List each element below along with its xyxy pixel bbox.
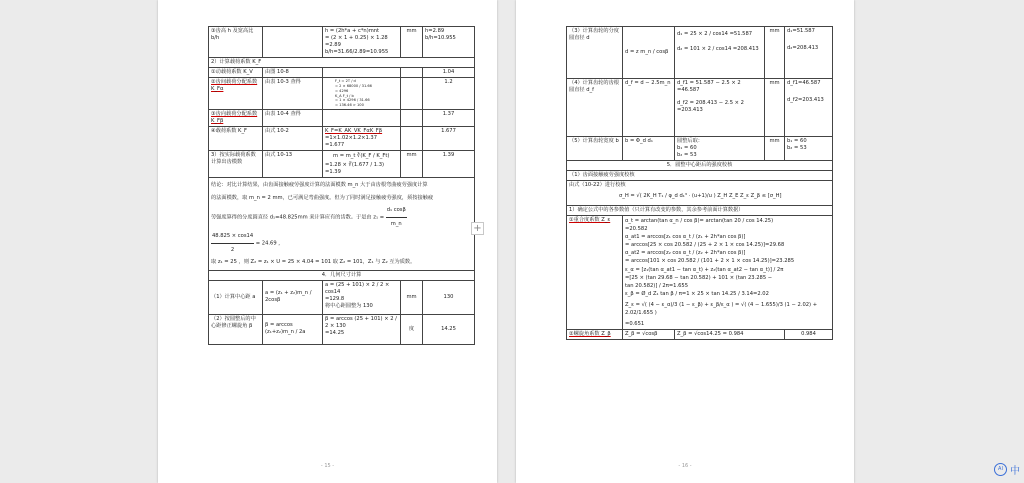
document-page-15 bbox=[158, 0, 497, 483]
calc-line: α_at1 = arccos[z₁ cos α_t / (z₁ + 2h*an cos β)] bbox=[625, 234, 746, 241]
calc-line: Z_ε = √( (4 − ε_α)/3 (1 − ε_β) + ε_β/ε_α ) = √( (4 − 1.655)/3 (1 − 2.02) + 2.02/1.655 ) bbox=[625, 301, 818, 316]
formula-line: = (2 × 1 + 0.25) × 1.28 bbox=[325, 35, 388, 42]
calc-line: =1.677 bbox=[325, 142, 345, 149]
cell-unit: mm bbox=[765, 137, 785, 161]
result-line: b/h=10.955 bbox=[425, 35, 456, 42]
section-heading: 4．几何尺寸计算 bbox=[209, 270, 475, 280]
ai-assistant-icon[interactable]: AI bbox=[994, 463, 1007, 476]
language-toggle[interactable]: 中 bbox=[1010, 466, 1020, 477]
calc-line: =20.582 bbox=[625, 226, 648, 233]
numerator: 48.825 × cos14 bbox=[211, 230, 254, 243]
result-line: b₂ = 53 bbox=[787, 145, 807, 152]
cell-formula bbox=[323, 27, 401, 58]
denominator: m_n bbox=[390, 220, 402, 227]
calc-line: 圆整后取： bbox=[677, 138, 703, 144]
calc-line: d_f1 = 51.587 − 2.5 × 2 bbox=[677, 80, 741, 86]
label-text: ①重合度系数 Z_ε bbox=[569, 217, 611, 224]
cell-label: ①动载荷系数 K_V bbox=[209, 68, 263, 78]
calc-line: a = (25 + 101) × 2 / 2 × cos14 bbox=[325, 281, 390, 295]
cell-unit: mm bbox=[401, 151, 423, 178]
table-row bbox=[209, 68, 475, 78]
table-row bbox=[209, 178, 475, 270]
cell-result bbox=[785, 137, 833, 161]
result-line: h=2.89 bbox=[425, 28, 445, 34]
table-row bbox=[209, 280, 475, 314]
cell-calc bbox=[623, 216, 833, 330]
calc-line: K_A F_t / b bbox=[335, 93, 354, 98]
cell-label: ③齿高 h 及宽高比 b/h bbox=[209, 27, 263, 58]
page-number: - 16 - bbox=[678, 463, 692, 469]
page-content bbox=[566, 26, 832, 340]
note-text: 劳强度算得的分度圆直径 d₁=48.825mm 来计算应有的齿数。于是由 z₁ = bbox=[211, 214, 385, 221]
formula-line: h = (2h*a + c*n)mnt bbox=[325, 28, 380, 34]
calc-line: = arccos[25 × cos 20.582 / (25 + 2 × 1 × cos 14.25)]=29.68 bbox=[625, 242, 785, 249]
cell-label: （5）计算齿轮宽度 b bbox=[567, 137, 623, 161]
table-row bbox=[567, 329, 833, 339]
add-page-button[interactable]: + bbox=[471, 222, 484, 235]
cell-value: 1.37 bbox=[423, 110, 475, 127]
table-row bbox=[209, 151, 475, 178]
cell-unit: mm bbox=[765, 79, 785, 137]
page-number: - 15 - bbox=[320, 463, 335, 469]
calc-line: 将中心距圆整为 130 bbox=[325, 302, 373, 309]
cell-source: 由式 10-2 bbox=[263, 127, 323, 151]
fraction bbox=[211, 230, 254, 256]
calc-line: d₂ = 101 × 2 / cos14 =208.413 bbox=[677, 46, 759, 53]
calc-line: tan 20.582)] / 2π=1.655 bbox=[625, 282, 689, 289]
section-heading: 5．圆整中心距后的强度校核 bbox=[567, 161, 833, 171]
cell-calc: Z_β = √cos14.25 = 0.984 bbox=[675, 329, 785, 339]
result-line: d_f1=46.587 bbox=[787, 80, 821, 86]
section-heading: 2）计算载荷系数 K_F bbox=[209, 58, 475, 68]
calc-line: =[25 × (tan 29.68 − tan 20.582) + 101 × (tan 23.285 − bbox=[625, 274, 773, 281]
cell-formula bbox=[323, 151, 401, 178]
formula-line: =1.39 bbox=[325, 169, 341, 176]
calc-line: F_t = 2T / d bbox=[335, 79, 356, 84]
calc-line: = 136.46 > 100 bbox=[335, 103, 364, 108]
formula-line: =2.89 bbox=[325, 42, 341, 49]
cell-label: ④载荷系数 K_F bbox=[209, 127, 263, 151]
calc-line: = 1 × 4296 / 31.66 bbox=[335, 98, 370, 103]
cell-label bbox=[567, 329, 623, 339]
cell-label: （3）计算齿轮的分度圆直径 d bbox=[567, 27, 623, 79]
page-content bbox=[208, 26, 474, 345]
table-row bbox=[209, 127, 475, 151]
formula-line: b/h=31.66/2.89=10.955 bbox=[325, 49, 389, 56]
cell-value: 1.39 bbox=[423, 151, 475, 178]
cell-formula: a = (z₁ + z₂)m_n / 2cosβ bbox=[263, 280, 323, 314]
cell-calc bbox=[675, 79, 765, 137]
cell-result bbox=[785, 27, 833, 79]
table-row bbox=[567, 137, 833, 161]
note-text: = 24.69 ， bbox=[255, 240, 284, 247]
result-line: d₂=208.413 bbox=[787, 45, 819, 52]
note-line bbox=[211, 204, 472, 230]
calc-line: = 4296 bbox=[335, 88, 349, 93]
cell-label bbox=[567, 79, 623, 137]
calc-line: α_at2 = arccos[z₂ cos α_t / (z₂ + 2h*an cos β)] bbox=[625, 250, 746, 257]
denominator: 2 bbox=[230, 246, 235, 253]
cell-formula: d = z m_n / cosβ bbox=[623, 27, 675, 79]
formula-intro: 由式（10-22）进行校核 bbox=[569, 182, 626, 189]
calc-line: = 2 × 68000 / 31.66 bbox=[335, 83, 372, 88]
formula-line: m = m_t ∛(K_F / K_Ft) bbox=[333, 153, 390, 160]
table-row bbox=[567, 79, 833, 137]
document-page-16 bbox=[516, 0, 854, 483]
cell-label: （2）按圆整后的中心距修正螺旋角 β bbox=[209, 314, 263, 344]
calc-line: =1×1.02×1.2×1.37 bbox=[325, 135, 378, 142]
result-line: b₁ = 60 bbox=[787, 138, 807, 144]
cell-label: （1）计算中心距 a bbox=[209, 280, 263, 314]
cell-value: 14.25 bbox=[423, 314, 475, 344]
calc-line: =203.413 bbox=[677, 107, 703, 114]
note-line: 结论：对比计算结果，由齿面接触疲劳强度计算的法面模数 m_n 大于由齿根弯曲疲劳强度计算 bbox=[211, 182, 428, 189]
cell-value: 1.677 bbox=[423, 127, 475, 151]
label-text: ②螺旋角系数 Z_β bbox=[569, 330, 611, 337]
cell-source: 由图 10-8 bbox=[263, 68, 323, 78]
cell-formula: Z_β = √cosβ bbox=[623, 329, 675, 339]
table-row: ③齿高 h 及宽高比 b/h h = (2h*a + c*n)mnt = (2 × 1 + 0.25) × 1.28 =2.89 b/h=31.66/2.89=10.955 mm h=2.89 b/h=10.955 bbox=[209, 27, 475, 58]
numerator: d₁ cosβ bbox=[386, 204, 407, 217]
cell-source: 由式 10-13 bbox=[263, 151, 323, 178]
calc-line: K_F=K_AK_VK_FαK_Fβ bbox=[325, 128, 383, 135]
calc-line: α_t = arctan(tan α_n / cos β)= arctan(tan 20 / cos 14.25) bbox=[625, 218, 774, 225]
cell-unit: mm bbox=[401, 280, 423, 314]
calc-table-2 bbox=[566, 26, 833, 340]
cell-calc bbox=[323, 280, 401, 314]
cell-value: 0.984 bbox=[785, 329, 833, 339]
calc-line: d₁ = 25 × 2 / cos14 =51.587 bbox=[677, 31, 753, 37]
cell-result bbox=[785, 79, 833, 137]
note-line bbox=[211, 230, 472, 256]
result-line: d_f2=203.413 bbox=[787, 97, 824, 104]
calc-line: b₂ = 53 bbox=[677, 152, 697, 159]
calc-line: =46.587 bbox=[677, 87, 700, 94]
calc-line: β = arccos (25 + 101) × 2 / 2 × 130 bbox=[325, 315, 397, 329]
cell-calc bbox=[323, 78, 401, 110]
label-text: ②齿间载荷分配系数 K_Fα bbox=[211, 79, 258, 93]
calc-line: = arccos[101 × cos 20.582 / (101 + 2 × 1 × cos 14.25)]=23.285 bbox=[625, 258, 795, 265]
conclusion-note bbox=[209, 178, 475, 270]
table-row bbox=[567, 181, 833, 206]
cell-label bbox=[567, 216, 623, 330]
cell-label bbox=[209, 78, 263, 110]
subsection-heading: （1）齿面接触疲劳强度校核 bbox=[567, 171, 833, 181]
cell-value: 1.04 bbox=[423, 68, 475, 78]
table-row bbox=[209, 314, 475, 344]
calc-line: =129.8 bbox=[325, 295, 345, 302]
cell-calc bbox=[323, 127, 401, 151]
cell-value: 130 bbox=[423, 280, 475, 314]
cell-source: 由表 10-4 查得 bbox=[263, 110, 323, 127]
table-row bbox=[567, 216, 833, 330]
cell-calc bbox=[675, 27, 765, 79]
table-row bbox=[567, 27, 833, 79]
cell-result bbox=[423, 27, 475, 58]
cell-calc bbox=[323, 314, 401, 344]
calc-line: =0.651 bbox=[625, 320, 645, 327]
cell-formula: b = Φ_d d₁ bbox=[623, 137, 675, 161]
calc-line: ε_α = [z₁(tan α_at1 − tan α_t) + z₂(tan α_at2 − tan α_t)] / 2π bbox=[625, 266, 784, 273]
cell-source: 由表 10-3 查得 bbox=[263, 78, 323, 110]
calc-line: =14.25 bbox=[325, 329, 345, 336]
table-row bbox=[209, 78, 475, 110]
calc-table-1 bbox=[208, 26, 475, 345]
cell-formula: d_f = d − 2.5m_n bbox=[623, 79, 675, 137]
cell-calc bbox=[675, 137, 765, 161]
calc-line: ε_β = Ø_d Z₁ tan β / π=1 × 25 × tan 14.25 / 3.14=2.02 bbox=[625, 290, 769, 297]
formula-line: =1.28 × ∛(1.677 / 1.3) bbox=[325, 162, 385, 169]
result-line: d₁=51.587 bbox=[787, 28, 815, 34]
note-line: 的法面模数，取 m_n = 2 mm，已可满足弯曲强度。但为了同时满足接触疲劳强度，须按接触疲 bbox=[211, 194, 434, 201]
fraction bbox=[386, 204, 407, 230]
note-line: 取 z₁ = 25 ，则 Z₂ = z₁ × U = 25 × 4.04 = 101 取 Z₂ = 101，Z₁ 与 Z₂ 互为质数。 bbox=[211, 259, 416, 266]
check-formula-block bbox=[567, 181, 833, 206]
language-widget[interactable] bbox=[994, 462, 1020, 477]
cell-unit: mm bbox=[765, 27, 785, 79]
calc-line: b₁ = 60 bbox=[677, 145, 697, 152]
label-text: ③齿向载荷分配系数 K_Fβ bbox=[211, 111, 258, 125]
cell-formula: β = arccos (z₁+z₂)m_n / 2a bbox=[263, 314, 323, 344]
cell-label: 3）按实际载荷系数计算出齿模数 bbox=[209, 151, 263, 178]
calc-line: d_f2 = 208.413 − 2.5 × 2 bbox=[677, 100, 744, 107]
check-formula: σ_H = √( 2K_H T₁ / φ_d d₁³ · (u+1)/u ) Z_H Z_E Z_ε Z_β ≤ [σ_H] bbox=[619, 193, 782, 200]
cell-label bbox=[209, 110, 263, 127]
label-text: （4）计算齿轮的齿根圆直径 d_f bbox=[569, 80, 619, 94]
table-row bbox=[209, 110, 475, 127]
cell-value: 1.2 bbox=[423, 78, 475, 110]
cell-unit: 度 bbox=[401, 314, 423, 344]
subsection-heading: 1）确定公式中的各参数值（只计算有改变的参数，其余参考前面计算数据） bbox=[567, 206, 833, 216]
